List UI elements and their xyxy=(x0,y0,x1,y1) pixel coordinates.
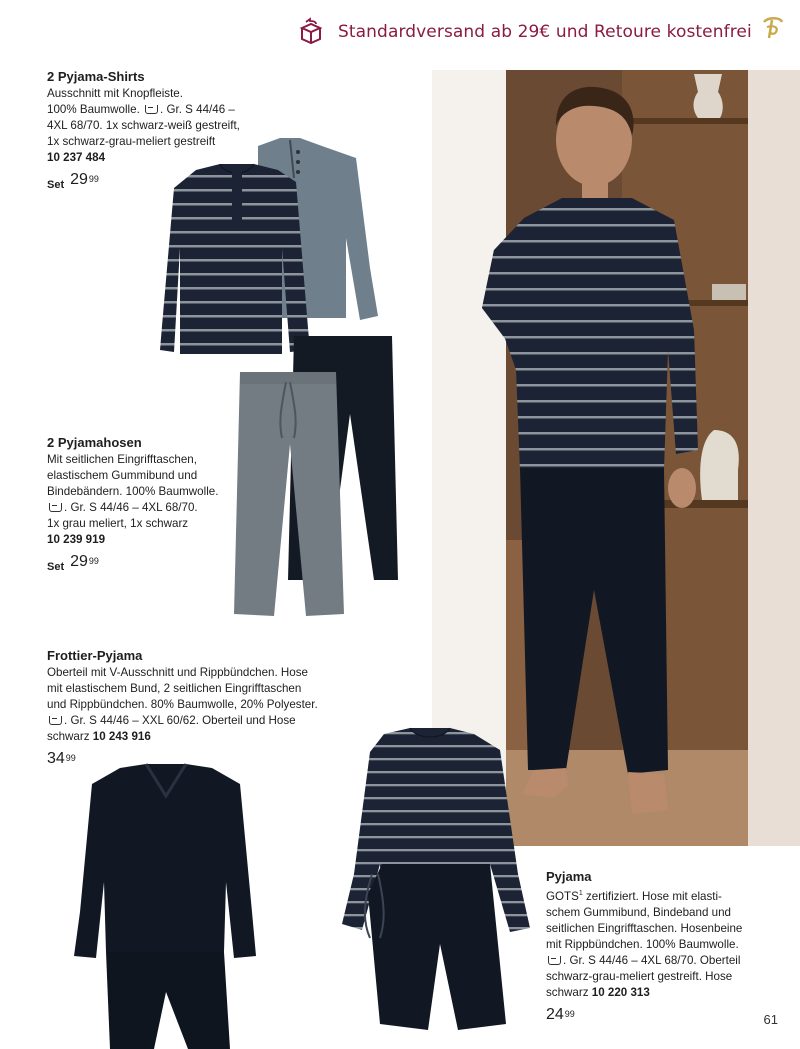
price-main: 24 xyxy=(546,1005,564,1023)
desc-line xyxy=(47,102,240,118)
desc-line: Bindebändern. 100% Baumwolle. xyxy=(47,485,219,498)
desc-line: 1x grau meliert, 1x schwarz xyxy=(47,517,189,530)
article-number: 10 237 484 xyxy=(47,151,106,164)
desc-line: Oberteil mit V-Ausschnitt und Rippbündchen. Hose xyxy=(47,666,309,679)
product-title: 2 Pyjama-Shirts xyxy=(47,69,145,84)
product-title: 2 Pyjamahosen xyxy=(47,435,142,450)
pyjama-shirts-image xyxy=(160,138,380,358)
price xyxy=(47,554,218,575)
desc-line xyxy=(47,713,318,729)
price-main: 34 xyxy=(47,750,65,767)
desc-line: und Rippbündchen. 80% Baumwolle, 20% Polyester. xyxy=(47,698,318,711)
desc-line: mit Rippbündchen. 100% Baumwolle. xyxy=(546,937,739,951)
desc-line: seitlichen Eingrifftaschen. Hosenbeine xyxy=(546,921,743,935)
desc-line: schem Gummibund, Bindeband und xyxy=(546,905,731,919)
product-frottier xyxy=(47,647,318,767)
box-return-icon xyxy=(294,15,328,49)
article-number: 10 243 916 xyxy=(92,730,151,743)
shipping-banner xyxy=(294,12,752,52)
desc-line: mit elastischem Bund, 2 seitlichen Eingrifftaschen xyxy=(47,682,302,695)
pyjama-pants-image xyxy=(232,334,402,620)
article-number: 10 239 919 xyxy=(47,533,106,546)
price-main: 29 xyxy=(70,553,88,570)
desc-fragment: schwarz xyxy=(47,730,90,743)
desc-line: Mit seitlichen Eingrifftaschen, xyxy=(47,453,197,466)
desc-line: 4XL 68/70. 1x schwarz-weiß gestreift, xyxy=(47,119,240,132)
banner-text: Standardversand ab 29€ und Retoure kostenfrei xyxy=(338,22,752,42)
product-pyjama xyxy=(546,868,786,1023)
washing-icon xyxy=(145,105,158,114)
price-cents: 99 xyxy=(65,753,76,763)
desc-line xyxy=(546,886,786,905)
footnote-marker: 1 xyxy=(578,890,583,897)
product-title: Frottier-Pyjama xyxy=(47,648,143,663)
washing-icon xyxy=(49,503,62,512)
desc-line xyxy=(546,985,786,1001)
desc-line: 1x schwarz-grau-meliert gestreift xyxy=(47,135,216,148)
desc-line xyxy=(546,953,786,969)
desc-fragment: . Gr. S 44/46 – 4XL 68/70. xyxy=(64,501,198,514)
price-prefix: Set xyxy=(47,561,65,573)
page-number: 61 xyxy=(763,1012,778,1027)
price xyxy=(546,1007,786,1023)
desc-line xyxy=(47,729,318,745)
washing-icon xyxy=(49,716,62,725)
tchibo-logo-icon xyxy=(758,14,786,42)
washing-icon xyxy=(548,956,561,965)
price-cents: 99 xyxy=(564,1008,575,1019)
desc-fragment: . Gr. S 44/46 – 4XL 68/70. Oberteil xyxy=(563,953,741,967)
price-prefix: Set xyxy=(47,179,65,191)
desc-fragment: GOTS xyxy=(546,889,579,903)
price-cents: 99 xyxy=(88,556,99,566)
desc-fragment: . Gr. S 44/46 – xyxy=(160,103,235,116)
desc-line: schwarz-grau-meliert gestreift. Hose xyxy=(546,969,733,983)
desc-fragment: 100% Baumwolle. xyxy=(47,103,140,116)
desc-fragment: . Gr. S 44/46 – XXL 60/62. Oberteil und Hose xyxy=(64,714,296,727)
frottier-pyjama-image xyxy=(70,762,270,1049)
desc-fragment: zertifiziert. Hose mit elasti- xyxy=(582,889,722,903)
pyjama-image xyxy=(340,724,536,1034)
price-main: 29 xyxy=(70,171,88,188)
desc-line: Ausschnitt mit Knopfleiste. xyxy=(47,87,183,100)
desc-line xyxy=(47,500,218,516)
price-cents: 99 xyxy=(88,174,99,184)
product-pants xyxy=(47,434,218,575)
article-number: 10 220 313 xyxy=(591,985,650,999)
desc-fragment: schwarz xyxy=(546,985,589,999)
product-title: Pyjama xyxy=(546,869,592,884)
desc-line: elastischem Gummibund und xyxy=(47,469,198,482)
